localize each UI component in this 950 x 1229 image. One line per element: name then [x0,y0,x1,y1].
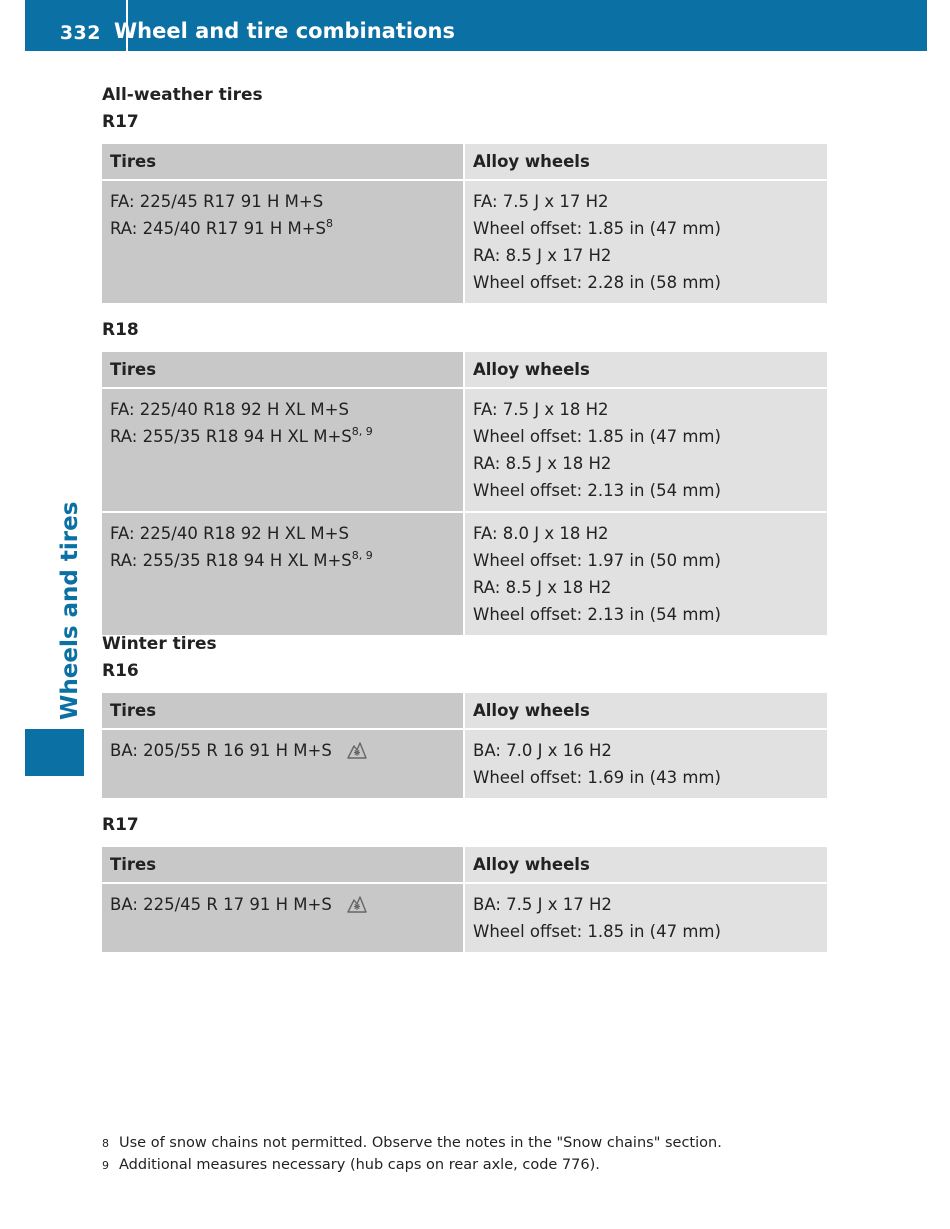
subheading-r17-winter: R17 [102,815,139,835]
tire-spec-line [110,520,455,547]
section-heading-all-weather: All-weather tires [102,85,263,105]
wheel-spec-line: Wheel offset: 1.85 in (47 mm) [473,219,721,238]
wheel-spec-line: BA: 7.5 J x 17 H2 [473,895,612,914]
table-header-row [102,144,827,180]
tire-spec-text: RA: 255/35 R18 94 H XL M+S [110,551,352,570]
page-header [25,0,927,51]
tire-table-all-weather-r18 [102,352,827,635]
column-header-alloy-wheels: Alloy wheels [464,352,827,388]
page-title: Wheel and tire combinations [114,19,455,43]
column-header-tires: Tires [102,352,464,388]
table-row [102,512,827,635]
column-header-tires: Tires [102,847,464,883]
alloy-wheels-cell [464,512,827,635]
table-row [102,180,827,303]
snowflake-mountain-icon [346,892,368,914]
tires-cell [102,388,464,512]
table-row [102,883,827,952]
wheel-spec-line: Wheel offset: 1.69 in (43 mm) [473,768,721,787]
wheel-spec-line: FA: 7.5 J x 18 H2 [473,400,609,419]
table-body [102,388,827,635]
tire-table-winter-r17 [102,847,827,952]
column-header-alloy-wheels: Alloy wheels [464,847,827,883]
table-header-row [102,352,827,388]
side-tab-label: Wheels and tires [57,501,83,720]
tire-spec-text: RA: 245/40 R17 91 H M+S [110,219,327,238]
subheading-r16-winter: R16 [102,661,139,681]
wheel-spec-line: Wheel offset: 1.85 in (47 mm) [473,922,721,941]
footnote-ref: 8 [326,217,334,230]
tire-spec-text: FA: 225/40 R18 92 H XL M+S [110,400,349,419]
footnote-text: Use of snow chains not permitted. Observe the notes in the "Snow chains" section. [119,1135,722,1151]
alloy-wheels-cell [464,180,827,303]
tire-spec-text: FA: 225/45 R17 91 H M+S [110,192,324,211]
tire-spec-text: BA: 205/55 R 16 91 H M+S [110,741,332,760]
tire-table-winter-r16 [102,693,827,798]
table-row [102,729,827,798]
subheading-r18-all-weather: R18 [102,320,139,340]
wheel-spec-line: Wheel offset: 1.97 in (50 mm) [473,551,721,570]
tires-cell [102,729,464,798]
footnote-ref: 8, 9 [351,425,373,438]
table-header [102,144,827,180]
section-heading-winter: Winter tires [102,634,217,654]
table-header [102,847,827,883]
table-header [102,352,827,388]
footnotes [102,1135,722,1179]
table-header-row [102,847,827,883]
wheel-spec-line: FA: 8.0 J x 18 H2 [473,524,609,543]
tires-cell [102,180,464,303]
tire-spec-line [110,188,455,215]
tire-spec-line [110,423,455,450]
table-header [102,693,827,729]
tire-spec-text: FA: 225/40 R18 92 H XL M+S [110,524,349,543]
column-header-tires: Tires [102,144,464,180]
wheel-spec-line: Wheel offset: 2.13 in (54 mm) [473,481,721,500]
alloy-wheels-cell [464,729,827,798]
wheel-spec-line: RA: 8.5 J x 18 H2 [473,454,612,473]
footnote [102,1157,722,1179]
wheel-spec-line: FA: 7.5 J x 17 H2 [473,192,609,211]
footnote-number: 9 [102,1159,109,1172]
tire-table-all-weather-r17 [102,144,827,303]
side-tab-marker [25,729,84,776]
column-header-alloy-wheels: Alloy wheels [464,693,827,729]
footnote-ref: 8, 9 [351,549,373,562]
tire-spec-line [110,396,455,423]
tire-spec-line [110,215,455,242]
tire-spec-line [110,891,455,918]
alloy-wheels-cell [464,388,827,512]
tire-spec-text: BA: 225/45 R 17 91 H M+S [110,895,332,914]
tires-cell [102,883,464,952]
footnote-text: Additional measures necessary (hub caps on rear axle, code 776). [119,1157,600,1173]
tire-spec-line [110,737,455,764]
table-body [102,180,827,303]
tire-spec-line [110,547,455,574]
tires-cell [102,512,464,635]
wheel-spec-line: BA: 7.0 J x 16 H2 [473,741,612,760]
wheel-spec-line: RA: 8.5 J x 17 H2 [473,246,612,265]
wheel-spec-line: Wheel offset: 1.85 in (47 mm) [473,427,721,446]
page-number: 332 [59,22,101,44]
table-body [102,729,827,798]
table-body [102,883,827,952]
snowflake-mountain-icon [346,738,368,760]
wheel-spec-line: RA: 8.5 J x 18 H2 [473,578,612,597]
column-header-tires: Tires [102,693,464,729]
footnote-number: 8 [102,1137,109,1150]
table-row [102,388,827,512]
column-header-alloy-wheels: Alloy wheels [464,144,827,180]
wheel-spec-line: Wheel offset: 2.13 in (54 mm) [473,605,721,624]
tire-spec-text: RA: 255/35 R18 94 H XL M+S [110,427,352,446]
wheel-spec-line: Wheel offset: 2.28 in (58 mm) [473,273,721,292]
table-header-row [102,693,827,729]
alloy-wheels-cell [464,883,827,952]
subheading-r17-all-weather: R17 [102,112,139,132]
footnote [102,1135,722,1157]
